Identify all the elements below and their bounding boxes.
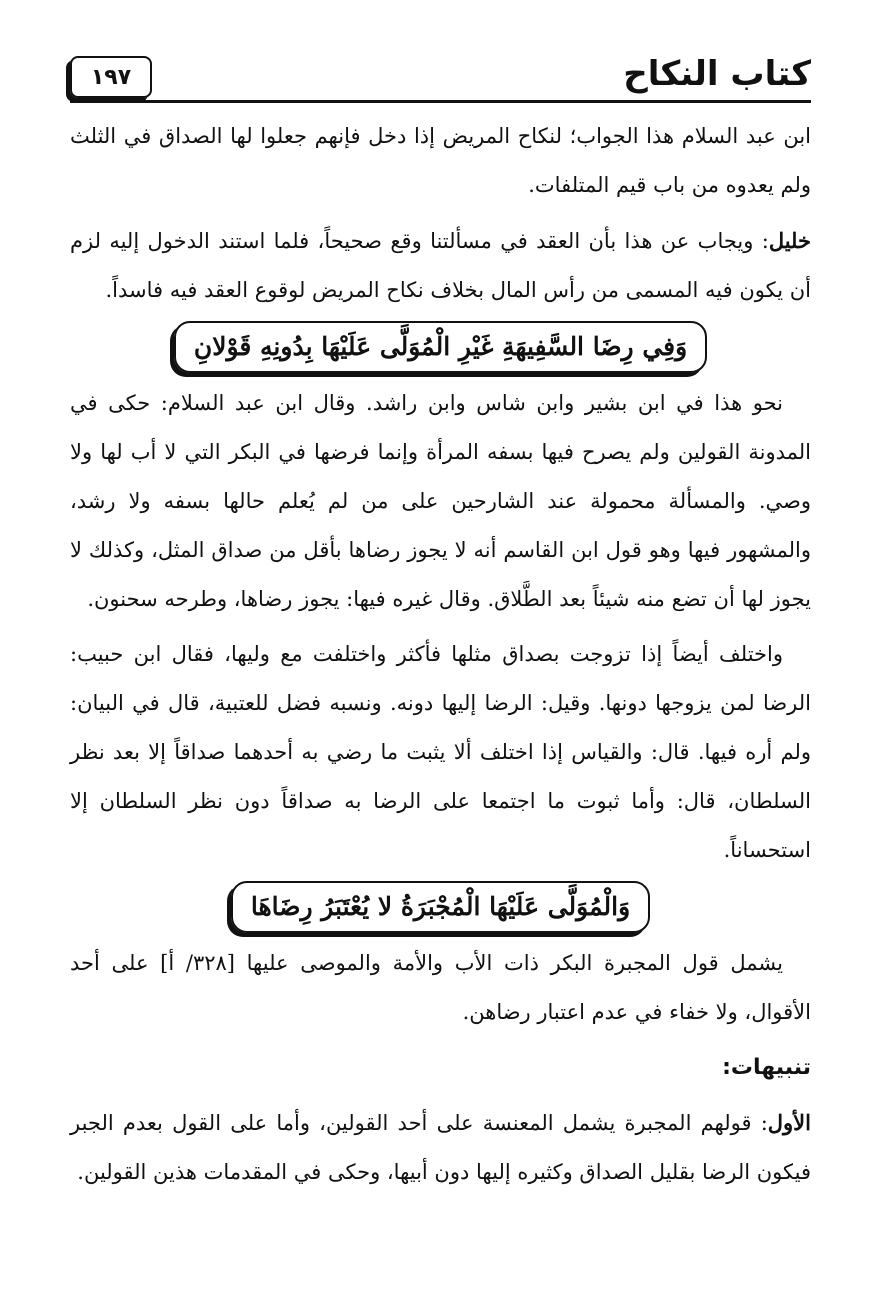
paragraph-2 <box>70 216 811 315</box>
paragraph-4: واختلف أيضاً إذا تزوجت بصداق مثلها فأكثر واختلفت مع وليها، فقال ابن حبيب: الرضا لمن يزوجها دونها. وقيل: الرضا إليها دونه. ونسبه فضل للعتبية، قال في البيان: ولم أره فيها. قال: والقياس إذا اختلف ألا يثبت ما رضي به أحدهما صداقاً إلا بعد نظر السلطان، قال: وأما ثبوت ما اجتمعا على الرضا به صداقاً دون نظر السلطان إلا استحساناً. <box>70 642 811 862</box>
section-label-wrapper <box>70 1043 811 1092</box>
section-label: تنبيهات: <box>722 1055 811 1080</box>
matn-heading-2: وَالْمُوَلَّى عَلَيْهَا الْمُجْبَرَةُ لا يُعْتَبَرُ رِضَاهَا <box>231 881 650 933</box>
page-header <box>70 50 811 103</box>
matn-heading-1: وَفِي رِضَا السَّفِيهَةِ غَيْرِ الْمُوَلَّى عَلَيْهَا بِدُونِهِ قَوْلانِ <box>174 321 707 373</box>
paragraph-3: نحو هذا في ابن بشير وابن شاس وابن راشد. وقال ابن عبد السلام: حكى في المدونة القولين ولم يصرح فيها بسفه المرأة وإنما فرضها في البكر التي لا أب لها ولا وصي. والمسألة محمولة عند الشارحين على من لم يُعلم حالها بسفه ولا رشد، والمشهور فيها وهو قول ابن القاسم أنه لا يجوز رضاها بأقل من صداق المثل، وكذلك لا يجوز لها أن تضع منه شيئاً بعد الطَّلاق. وقال غيره فيها: يجوز رضاها، وطرحه سحنون. <box>70 391 811 611</box>
page-body <box>70 112 811 1203</box>
term-first: الأول <box>767 1110 811 1135</box>
paragraph-6 <box>70 1098 811 1197</box>
book-title: كتاب النكاح <box>623 54 811 94</box>
paragraph-1: ابن عبد السلام هذا الجواب؛ لنكاح المريض إذا دخل فإنهم جعلوا لها الصداق في الثلث ولم يعدوه من باب قيم المتلفات. <box>70 124 811 197</box>
paragraph-5: يشمل قول المجبرة البكر ذات الأب والأمة والموصى عليها [٣٢٨/ أ] على أحد الأقوال، ولا خفاء في عدم اعتبار رضاهن. <box>70 951 811 1024</box>
term-khalil: خليل <box>768 228 811 253</box>
paragraph-2-text: : ويجاب عن هذا بأن العقد في مسألتنا وقع صحيحاً، فلما استند الدخول إليه لزم أن يكون فيه المسمى من رأس المال بخلاف نكاح المريض لوقوع العقد فيه فاسداً. <box>70 229 811 302</box>
page-number: ١٩٧ <box>70 56 152 98</box>
paragraph-6-text: : قولهم المجبرة يشمل المعنسة على أحد القولين، وأما على القول بعدم الجبر فيكون الرضا بقليل الصداق وكثيره إليها دون أبيها، وحكى في المقدمات هذين القولين. <box>70 1111 811 1184</box>
